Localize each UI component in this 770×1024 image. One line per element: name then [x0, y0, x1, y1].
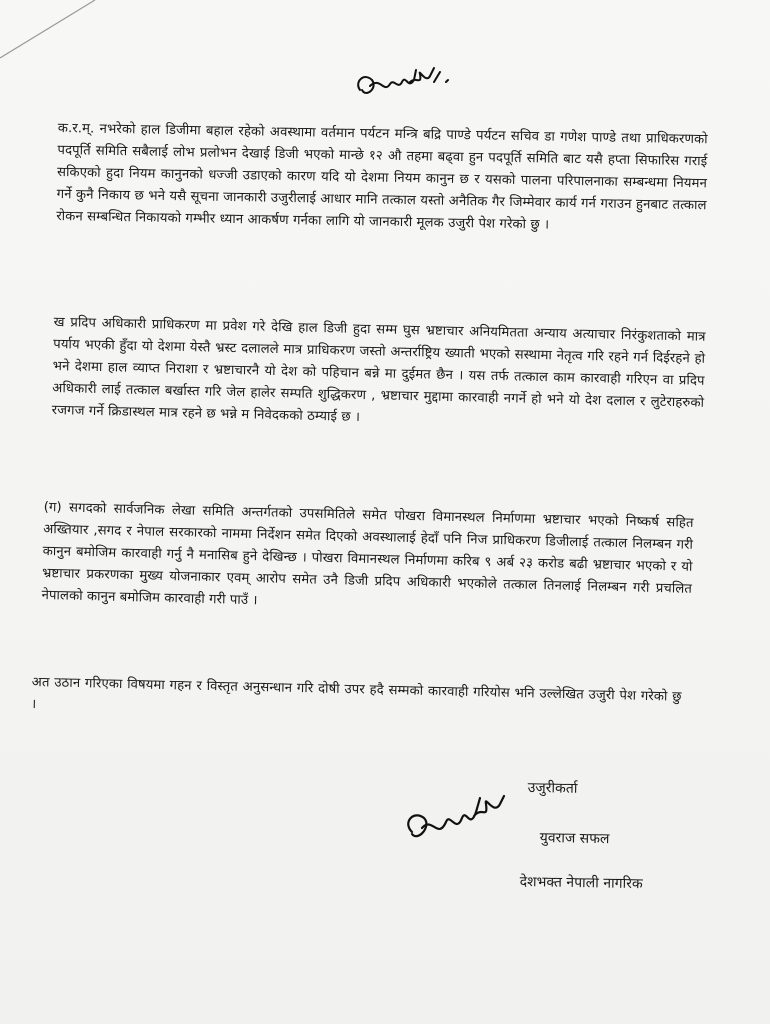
signature-label: उजुरीकर्ता	[527, 779, 578, 797]
paper-fold-line	[0, 0, 110, 60]
complainant-name: युवराज सफल	[539, 829, 610, 848]
complaint-paragraph-3: (ग) सगदको सार्वजनिक लेखा समिति अन्तर्गतको उपसमितिले समेत पोखरा विमानस्थल निर्माणमा भ्रष्टाचार भएको निष्कर्ष सहित अख्तियार ,सगद र नेपाल सरकारको नाममा निर्देशन समेत दिएको अवस्थालाई हेदाँ पनि निज प्राधिकरण डिजीलाई तत्काल निलम्बन गरी कानुन बमोजिम कारवाही गर्नु नै मनासिब हुने देखिन्छ । पोखरा विमानस्थल निर्माणमा करिब ९ अर्ब २३ करोड बढी भ्रष्टाचार भएको र यो भ्रष्टाचार प्रकरणका मुख्य योजनाकार एवम् आरोप समेत उनै डिजी प्रदिप अधिकारी भएकोले तत्काल तिनलाई निलम्बन गरी प्रचलित नेपालको कानुन बमोजिम कारवाही गरी पाउँ ।	[41, 499, 694, 609]
complaint-paragraph-1: क.र.म्. नभरेको हाल डिजीमा बहाल रहेको अवस्थामा वर्तमान पर्यटन मन्त्रि बद्रि पाण्डे पर्यटन सचिव डा गणेश पाण्डे तथा प्राधिकरणको पदपूर्ति समिति सबैलाई लोभ प्रलोभन देखाई डिजी भएको मान्छे १२ औ तहमा बढ्वा हुन पदपूर्ति समिति बाट यसै हप्ता सिफारिस गराई सकिएको हुदा नियम कानुनको धज्जी उडाएको कारण यदि यो देशमा नियम कानुन छ र यसको पालना परिपालनाका सम्बन्धमा नियमन गर्ने कुनै निकाय छ भने यसै सूचना जानकारी उजुरीलाई आधार मानि तत्काल यस्तो अनैतिक गैर जिम्मेवार कार्य गर्न गराउन हुनबाट तत्काल रोकन सम्बन्धित निकायको गम्भीर ध्यान आकर्षण गर्नका लागि यो जानकारी मूलक उजुरी पेश गरेको छु ।	[56, 120, 708, 233]
complaint-paragraph-2: ख प्रदिप अधिकारी प्राधिकरण मा प्रवेश गरे देखि हाल डिजी हुदा सम्म घुस भ्रष्टाचार अनियमितता अन्याय अत्याचार निरंकुशताको मात्र पर्याय भएकी हुँदा यो देशमा येस्तै भ्रस्ट दलालले मात्र प्राधिकरण जस्तो अन्तर्राष्ट्रिय ख्याती भएको सस्थामा नेतृत्व गरि रहने गर्न दिईरहने हो भने देशमा हाल व्याप्त निराशा र भ्रष्टाचारनै यो देश को पहिचान बन्ने मा दुईमत छैन । यस तर्फ तत्काल काम कारवाही गरिएन वा प्रदिप अधिकारी लाई तत्काल बर्खास्त गरि जेल हालेर सम्पति शुद्धिकरण , भ्रष्टाचार मुद्दामा कारवाही नगर्ने हो भने यो देश दलाल र लुटेराहरुको रजगज गर्ने क्रिडास्थल मात्र रहने छ भन्ने म निवेदकको ठम्याई छ ।	[51, 314, 706, 425]
complaint-paragraph-4: अत उठान गरिएका विषयमा गहन र विस्तृत अनुसन्धान गरि दोषी उपर हदै सम्मको कारवाही गरियोस भनि उल्लेखित उजुरी पेश गरेको छु ।	[31, 674, 682, 713]
handwritten-signature-top	[350, 60, 460, 110]
handwritten-signature-bottom	[400, 782, 510, 862]
complainant-title: देशभक्त नेपाली नागरिक	[519, 873, 643, 893]
